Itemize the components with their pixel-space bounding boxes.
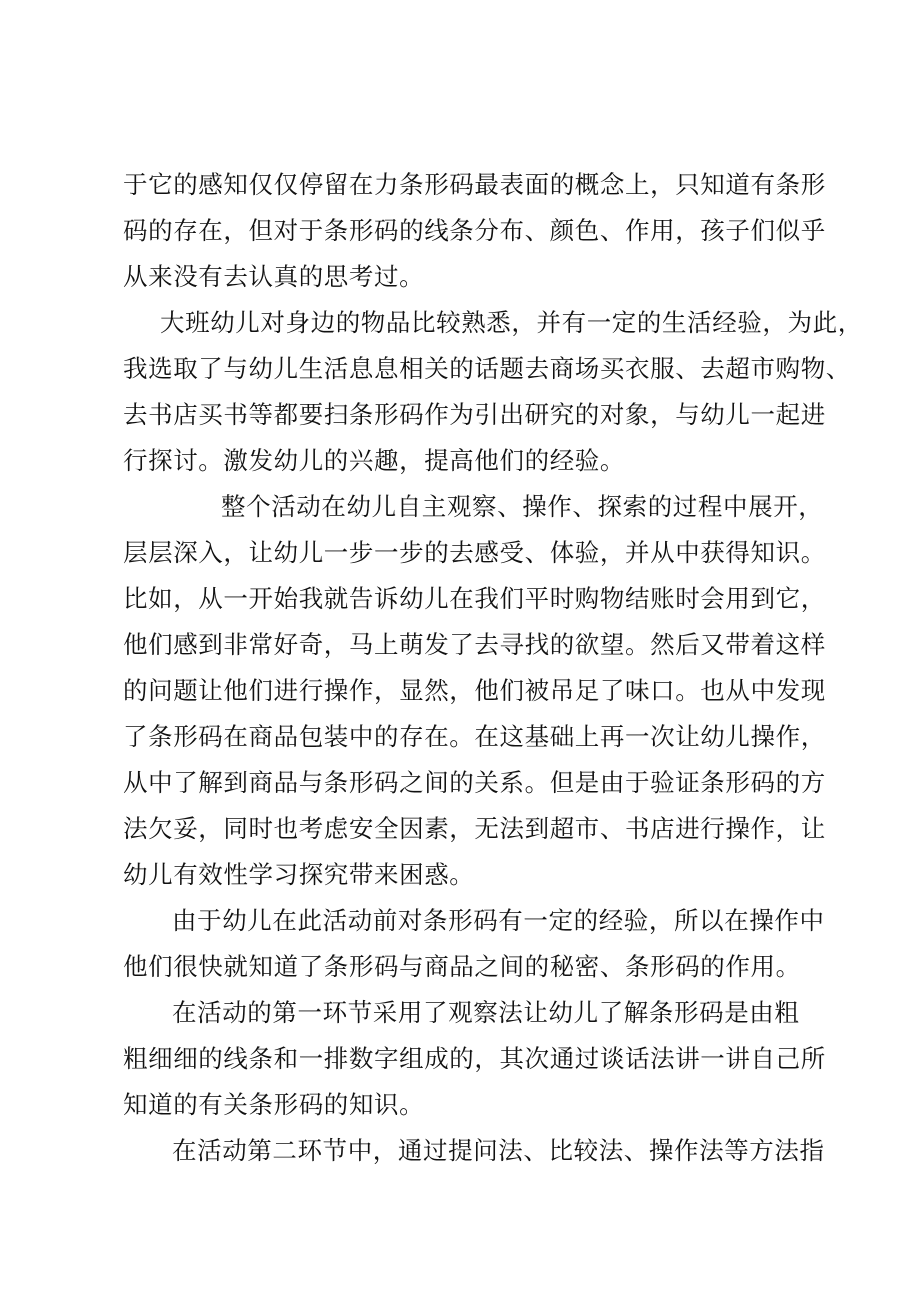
text-line: 他们感到非常好奇，马上萌发了去寻找的欲望。然后又带着这样	[123, 630, 826, 659]
text-line: 于它的感知仅仅停留在力条形码最表面的概念上，只知道有条形	[123, 170, 826, 199]
text-line: 粗细细的线条和一排数字组成的，其次通过谈话法讲一讲自己所	[123, 1044, 826, 1073]
text-line: 了条形码在商品包装中的存在。在这基础上再一次让幼儿操作，	[123, 722, 826, 751]
text-line: 去书店买书等都要扫条形码作为引出研究的对象，与幼儿一起进	[123, 400, 826, 429]
text-line: 由于幼儿在此活动前对条形码有一定的经验，所以在操作中	[172, 906, 825, 935]
text-line: 在活动第二环节中，通过提问法、比较法、操作法等方法指	[172, 1136, 825, 1165]
text-line: 整个活动在幼儿自主观察、操作、探索的过程中展开，	[221, 492, 824, 521]
text-line: 行探讨。激发幼儿的兴趣，提高他们的经验。	[123, 446, 625, 475]
text-line: 在活动的第一环节采用了观察法让幼儿了解条形码是由粗	[172, 998, 800, 1027]
text-line: 比如，从一开始我就告诉幼儿在我们平时购物结账时会用到它，	[123, 584, 826, 613]
text-line: 幼儿有效性学习探究带来困惑。	[123, 860, 475, 889]
text-line: 知道的有关条形码的知识。	[123, 1090, 425, 1119]
text-line: 层层深入，让幼儿一步一步的去感受、体验，并从中获得知识。	[123, 538, 826, 567]
text-line: 从来没有去认真的思考过。	[123, 262, 425, 291]
text-line: 他们很快就知道了条形码与商品之间的秘密、条形码的作用。	[123, 952, 801, 981]
text-line: 码的存在，但对于条形码的线条分布、颜色、作用，孩子们似乎	[123, 216, 826, 245]
text-line: 法欠妥，同时也考虑安全因素，无法到超市、书店进行操作，让	[123, 814, 826, 843]
text-line: 从中了解到商品与条形码之间的关系。但是由于验证条形码的方	[123, 768, 826, 797]
text-line: 大班幼儿对身边的物品比较熟悉，并有一定的生活经验，为此，	[160, 308, 863, 337]
text-line: 的问题让他们进行操作，显然，他们被吊足了味口。也从中发现	[123, 676, 826, 705]
text-line: 我选取了与幼儿生活息息相关的话题去商场买衣服、去超市购物、	[123, 354, 851, 383]
